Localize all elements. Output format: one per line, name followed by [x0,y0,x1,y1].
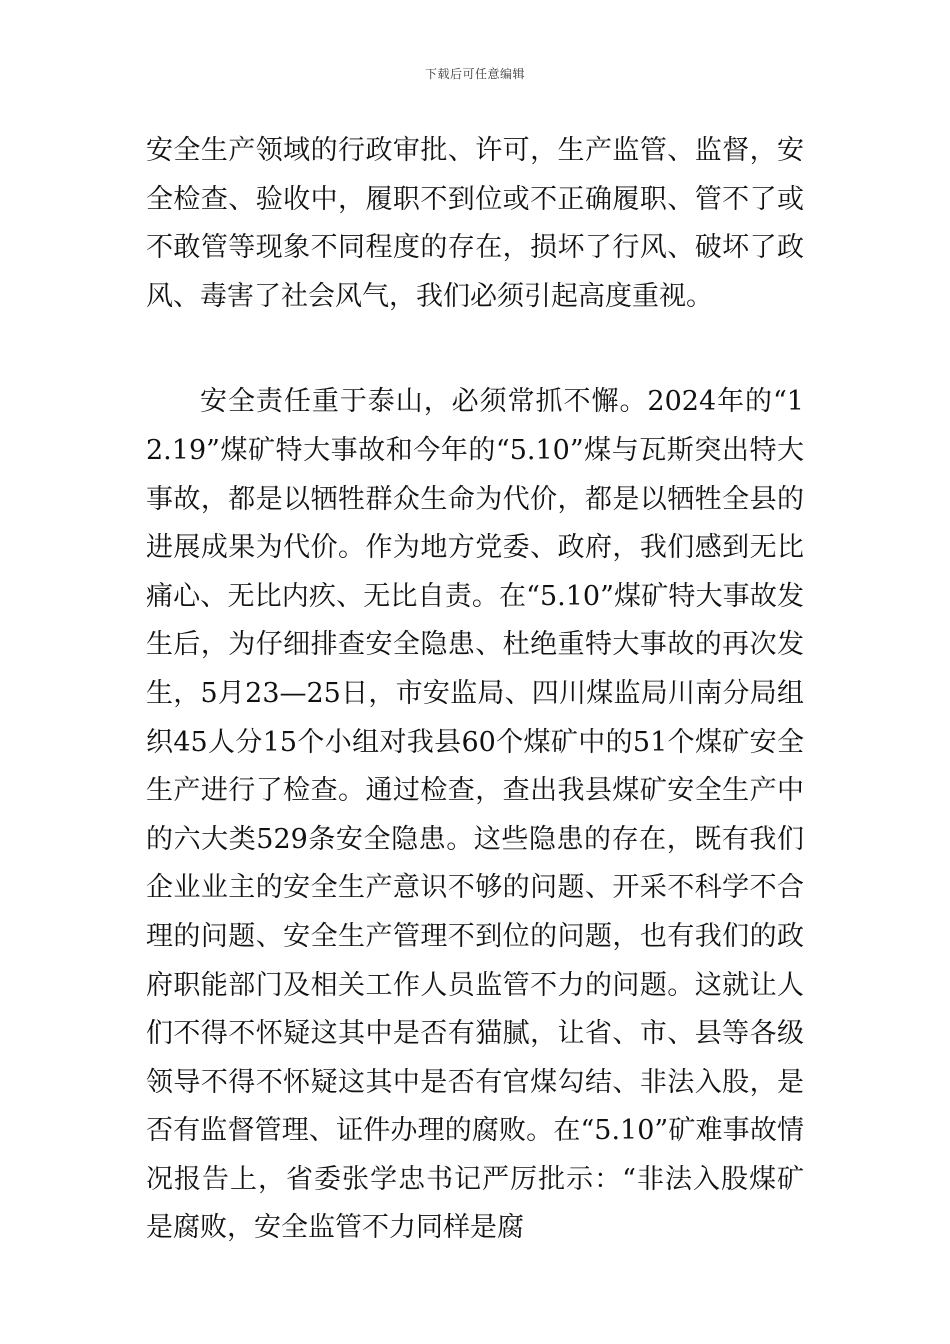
paragraph: 安全生产领域的行政审批、许可，生产监管、监督，安全检查、验收中，履职不到位或不正确履职、管不了或不敢管等现象不同程度的存在，损坏了行风、破坏了政风、毒害了社会风气，我们必须引起高度重视。 [146,135,804,312]
document-body [146,127,804,1253]
paragraph: 安全责任重于泰山，必须常抓不懈。2024年的“12.19”煤矿特大事故和今年的“5.10”煤与瓦斯突出特大事故，都是以牺牲群众生命为代价，都是以牺牲全县的进展成果为代价。作为地方党委、政府，我们感到无比痛心、无比内疚、无比自责。在“5.10”煤矿特大事故发生后，为仔细排查安全隐患、杜绝重特大事故的再次发生，5月23—25日，市安监局、四川煤监局川南分局组织45人分15个小组对我县60个煤矿中的51个煤矿安全生产进行了检查。通过检查，查出我县煤矿安全生产中的六大类529条安全隐患。这些隐患的存在，既有我们企业业主的安全生产意识不够的问题、开采不科学不合理的问题、安全生产管理不到位的问题，也有我们的政府职能部门及相关工作人员监管不力的问题。这就让人们不得不怀疑这其中是否有猫腻，让省、市、县等各级领导不得不怀疑这其中是否有官煤勾结、非法入股，是否有监督管理、证件办理的腐败。在“5.10”矿难事故情况报告上，省委张学忠书记严厉批示：“非法入股煤矿是腐败，安全监管不力同样是腐 [146,386,804,1244]
page-header: 下载后可任意编辑 [424,67,525,81]
